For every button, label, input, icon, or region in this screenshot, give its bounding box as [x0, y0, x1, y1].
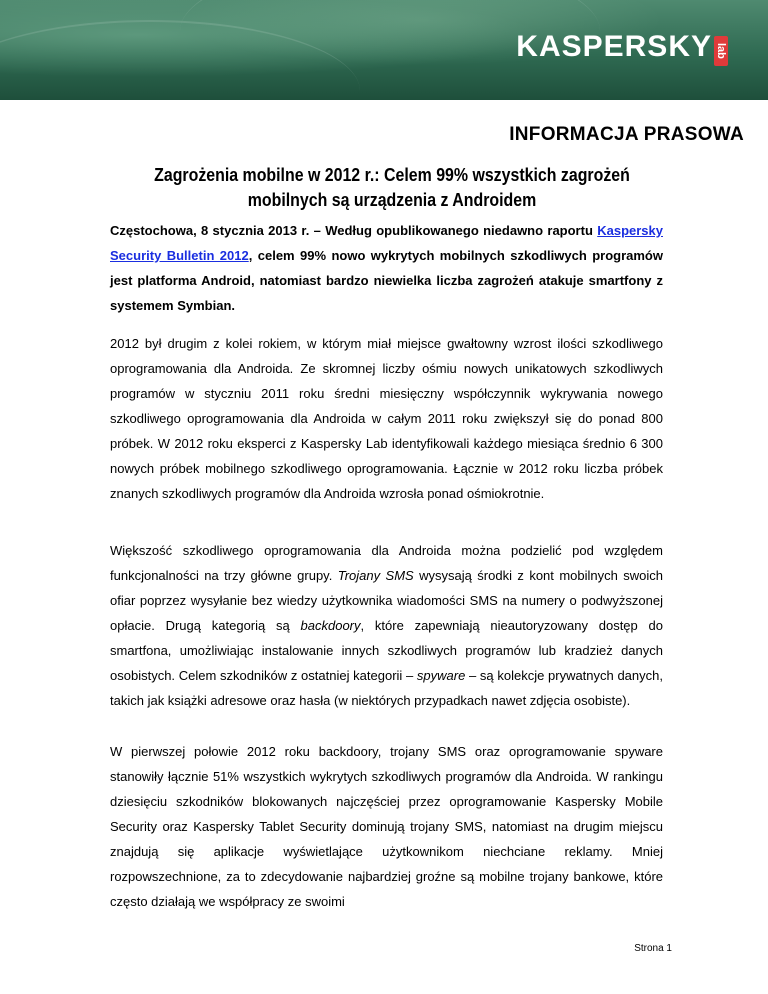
- p2-text-4: – są kolekcje prywatnych danych, takich jak książki adresowe oraz hasła (w niektórych przypadkach nawet zdjęcia osobiste).: [110, 668, 663, 708]
- article-title: [151, 162, 633, 212]
- p2-text-3: , które zapewniają nieautoryzowany dostęp do smartfona, umożliwiając instalowanie innych szkodliwych programów lub kradzież danych osobistych. Celem szkodników z ostatniej kategorii –: [110, 618, 663, 683]
- body-paragraph-3: W pierwszej połowie 2012 roku backdoory, trojany SMS oraz oprogramowanie spyware stanowiły łącznie 51% wszystkich wykrytych szkodliwych programów dla Androida. W rankingu dziesięciu szkodników blokowanych najczęściej przez oprogramowanie Kaspersky Mobile Security oraz Kaspersky Tablet Security dominują trojany SMS, natomiast na drugim miejscu znajdują się aplikacje wyświetlające użytkownikom niechciane reklamy. Mniej rozpowszechnione, za to zdecydowanie najbardziej groźne są mobilne trojany bankowe, które często działają we współpracy ze swoimi: [110, 744, 663, 909]
- header-banner: [0, 0, 768, 100]
- lead-prefix: Częstochowa, 8 stycznia 2013 r. – Według opublikowanego niedawno raportu: [110, 223, 593, 238]
- body-paragraph-1: 2012 był drugim z kolei rokiem, w którym miał miejsce gwałtowny wzrost ilości szkodliwego oprogramowania dla Androida. Ze skromnej liczby ośmiu nowych unikatowych szkodliwych programów w styczniu 2011 roku średni miesięczny współczynnik wykrywania nowego szkodliwego oprogramowania dla Androida w całym 2011 roku zwiększył się do ponad 800 próbek. W 2012 roku eksperci z Kaspersky Lab identyfikowali każdego miesiąca średnio 6 300 nowych próbek mobilnego szkodliwego oprogramowania. Łącznie w 2012 roku liczba próbek znanych szkodliwych programów dla Androida wzrosła ponad ośmiokrotnie.: [110, 336, 663, 501]
- p2-emphasis-spyware: spyware: [416, 668, 466, 683]
- lead-paragraph: [110, 218, 663, 318]
- p2-emphasis-sms-trojans: Trojany SMS: [337, 568, 414, 583]
- logo-lab-badge: lab: [714, 36, 728, 66]
- title-line-2: mobilnych są urządzenia z Androidem: [247, 189, 537, 210]
- kaspersky-logo: [516, 30, 728, 74]
- title-line-1: Zagrożenia mobilne w 2012 r.: Celem 99% wszystkich zagrożeń: [154, 164, 630, 185]
- p2-text-2: wysysają środki z kont mobilnych swoich ofiar poprzez wysyłanie bez wiedzy użytkownika wiadomości SMS na numery o podwyższonej opłacie. Drugą kategorią są: [110, 568, 663, 633]
- page-number: Strona 1: [634, 943, 672, 954]
- logo-wordmark: KASPERSKY: [516, 30, 712, 63]
- bulletin-link[interactable]: Kaspersky Security Bulletin 2012: [110, 223, 663, 263]
- body-paragraph-2: [110, 538, 663, 713]
- lead-suffix: , celem 99% nowo wykrytych mobilnych szkodliwych programów jest platforma Android, natomiast bardzo niewielka liczba zagrożeń atakuje smartfony z systemem Symbian.: [110, 248, 663, 313]
- p2-emphasis-backdoors: backdoory: [300, 618, 361, 633]
- press-release-heading: INFORMACJA PRASOWA: [509, 124, 744, 145]
- p2-text-1: Większość szkodliwego oprogramowania dla Androida można podzielić pod względem funkcjonalności na trzy główne grupy.: [110, 543, 663, 583]
